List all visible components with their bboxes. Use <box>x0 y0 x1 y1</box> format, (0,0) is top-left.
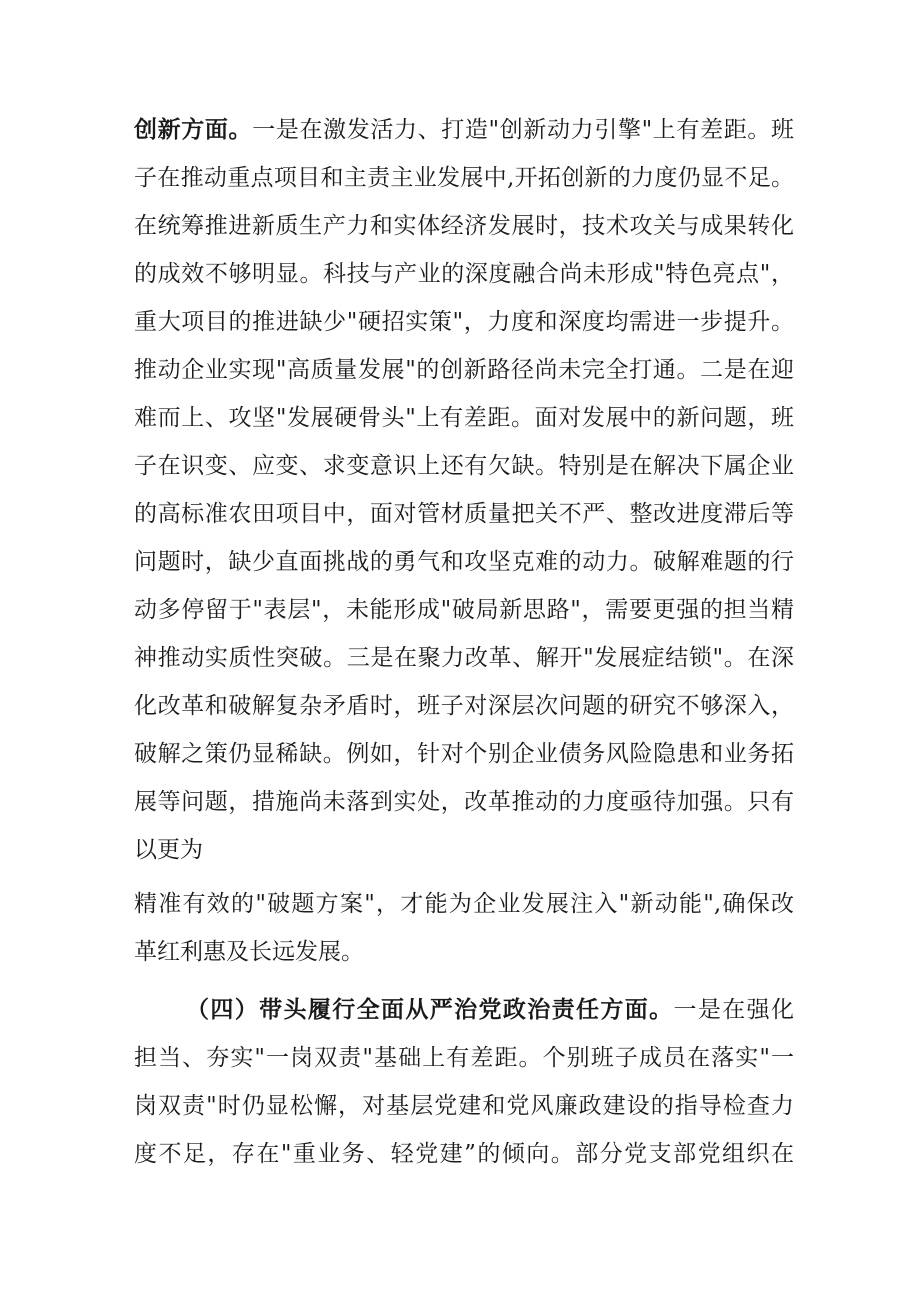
paragraph-2-line-1 <box>186 990 794 1030</box>
paragraph-1-line-1 <box>134 110 794 150</box>
paragraph-1-line-15: 展等问题，措施尚未落到实处，改革推动的力度亟待加强。只有 <box>134 789 794 815</box>
section-heading: 创新方面。 <box>134 116 253 143</box>
paragraph-1-line-5: 重大项目的推进缺少"硬招实策"，力度和深度均需进一步提升。 <box>134 309 794 335</box>
paragraph-1-continuation-line: 精准有效的"破题方案"，才能为企业发展注入"新动能",确保改 <box>134 891 794 917</box>
paragraph-1-line-2: 子在推动重点项目和主责主业发展中,开拓创新的力度仍显不足。 <box>134 165 794 191</box>
paragraph-1-last-line: 革红利惠及长远发展。 <box>134 939 364 965</box>
paragraph-1-line-9: 的高标准农田项目中，面对管材质量把关不严、整改进度滞后等 <box>134 501 794 527</box>
paragraph-1-line-7: 难而上、攻坚"发展硬骨头"上有差距。面对发展中的新问题，班 <box>134 405 794 431</box>
paragraph-2-line-4: 度不足，存在"重业务、轻党建”的倾向。部分党支部党组织在 <box>134 1141 794 1167</box>
paragraph-1-line-4: 的成效不够明显。科技与产业的深度融合尚未形成"特色亮点"， <box>134 261 794 287</box>
paragraph-1-line-14: 破解之策仍显稀缺。例如，针对个别企业债务风险隐患和业务拓 <box>134 741 794 767</box>
paragraph-1-line-8: 子在识变、应变、求变意识上还有欠缺。特别是在解决下属企业 <box>134 453 794 479</box>
paragraph-1-line-13: 化改革和破解复杂矛盾时，班子对深层次问题的研究不够深入， <box>134 693 794 719</box>
section-heading: （四）带头履行全面从严治党政治责任方面。 <box>186 996 674 1023</box>
paragraph-1-line-6: 推动企业实现"高质量发展"的创新路径尚未完全打通。二是在迎 <box>134 357 794 383</box>
paragraph-1-line-12: 神推动实质性突破。三是在聚力改革、解开"发展症结锁"。在深 <box>134 645 794 671</box>
paragraph-2-line-3: 岗双责"时仍显松懈，对基层党建和党风廉政建设的指导检查力 <box>134 1093 794 1119</box>
paragraph-1-line-11: 动多停留于"表层"，未能形成"破局新思路"，需要更强的担当精 <box>134 597 794 623</box>
paragraph-1-line-10: 问题时，缺少直面挑战的勇气和攻坚克难的动力。破解难题的行 <box>134 549 794 575</box>
paragraph-1-line-3: 在统筹推进新质生产力和实体经济发展时，技术攻关与成果转化 <box>134 213 794 239</box>
paragraph-2-line-2: 担当、夯实"一岗双责"基础上有差距。个别班子成员在落实"一 <box>134 1045 794 1071</box>
paragraph-text: 一是在激发活力、打造"创新动力引擎"上有差距。班 <box>252 117 794 143</box>
paragraph-1-short-line: 以更为 <box>134 837 203 863</box>
paragraph-text: 一是在强化 <box>673 997 794 1023</box>
